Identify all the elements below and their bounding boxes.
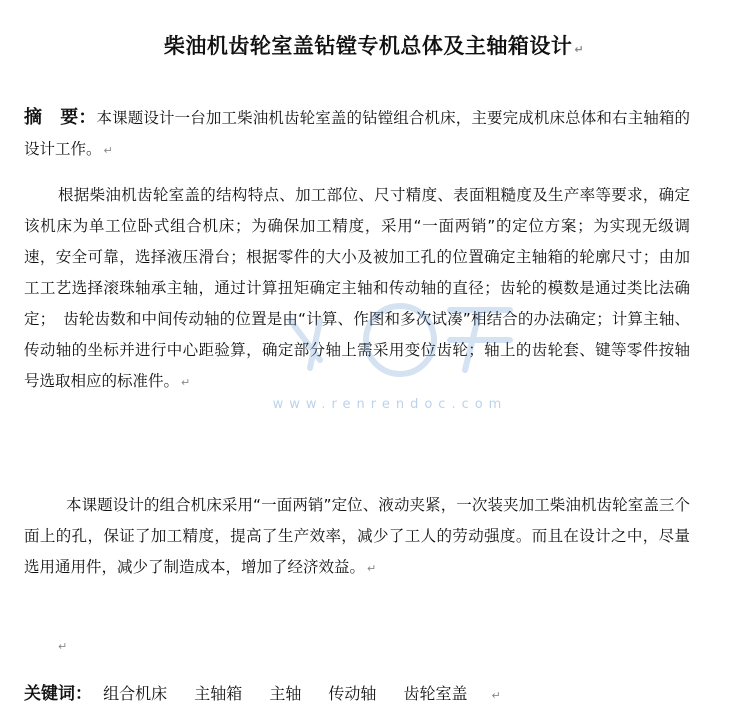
watermark-text: www.renrendoc.com	[272, 397, 508, 412]
paragraph-mark: ↵	[491, 689, 501, 702]
abstract-paragraph	[24, 102, 690, 166]
keyword-item: 齿轮室盖	[403, 684, 468, 703]
body-paragraph-1	[24, 180, 690, 398]
keyword-item: 主轴箱	[194, 684, 243, 703]
body-paragraph-2	[24, 490, 690, 584]
keywords-label: 关键词：	[24, 684, 92, 704]
paragraph-mark: ↵	[181, 376, 191, 389]
paragraph-mark: ↵	[367, 562, 377, 575]
empty-paragraph-mark: ↵	[58, 640, 68, 653]
body-paragraph-1-text: 根据柴油机齿轮室盖的结构特点、加工部位、尺寸精度、表面粗糙度及生产率等要求，确定该机床为单工位卧式组合机床；为确保加工精度，采用“一面两销”的定位方案；为实现无级调速，安全可靠，选择液压滑台；根据零件的大小及被加工孔的位置确定主轴箱的轮廓尺寸；由加工工艺选择滚珠轴承主轴，通过计算扭矩确定主轴和传动轴的直径；齿轮的模数是通过类比法确定； 齿轮齿数和中间传动轴的位置是由“计算、作图和多次试凑”相结合的办法确定；计算主轴、传动轴的坐标并进行中心距验算，确定部分轴上需采用变位齿轮；轴上的齿轮套、键等零件按轴号选取相应的标准件。	[24, 186, 690, 390]
keyword-item: 传动轴	[328, 684, 377, 703]
abstract-label: 摘 要：	[24, 107, 97, 128]
keyword-item: 主轴	[269, 684, 302, 703]
keyword-item: 组合机床	[103, 684, 168, 703]
paragraph-mark: ↵	[574, 43, 585, 56]
paragraph-mark: ↵	[103, 144, 113, 157]
body-paragraph-2-text: 本课题设计的组合机床采用“一面两销”定位、液动夹紧，一次装夹加工柴油机齿轮室盖三个面上的孔，保证了加工精度，提高了生产效率，减少了工人的劳动强度。而且在设计之中，尽量选用通用件，减少了制造成本，增加了经济效益。	[24, 496, 690, 576]
keywords-line	[24, 678, 714, 711]
document-title	[0, 30, 748, 60]
abstract-text: 本课题设计一台加工柴油机齿轮室盖的钻镗组合机床，主要完成机床总体和右主轴箱的设计工作。	[24, 109, 691, 158]
title-text: 柴油机齿轮室盖钻镗专机总体及主轴箱设计	[163, 34, 573, 58]
